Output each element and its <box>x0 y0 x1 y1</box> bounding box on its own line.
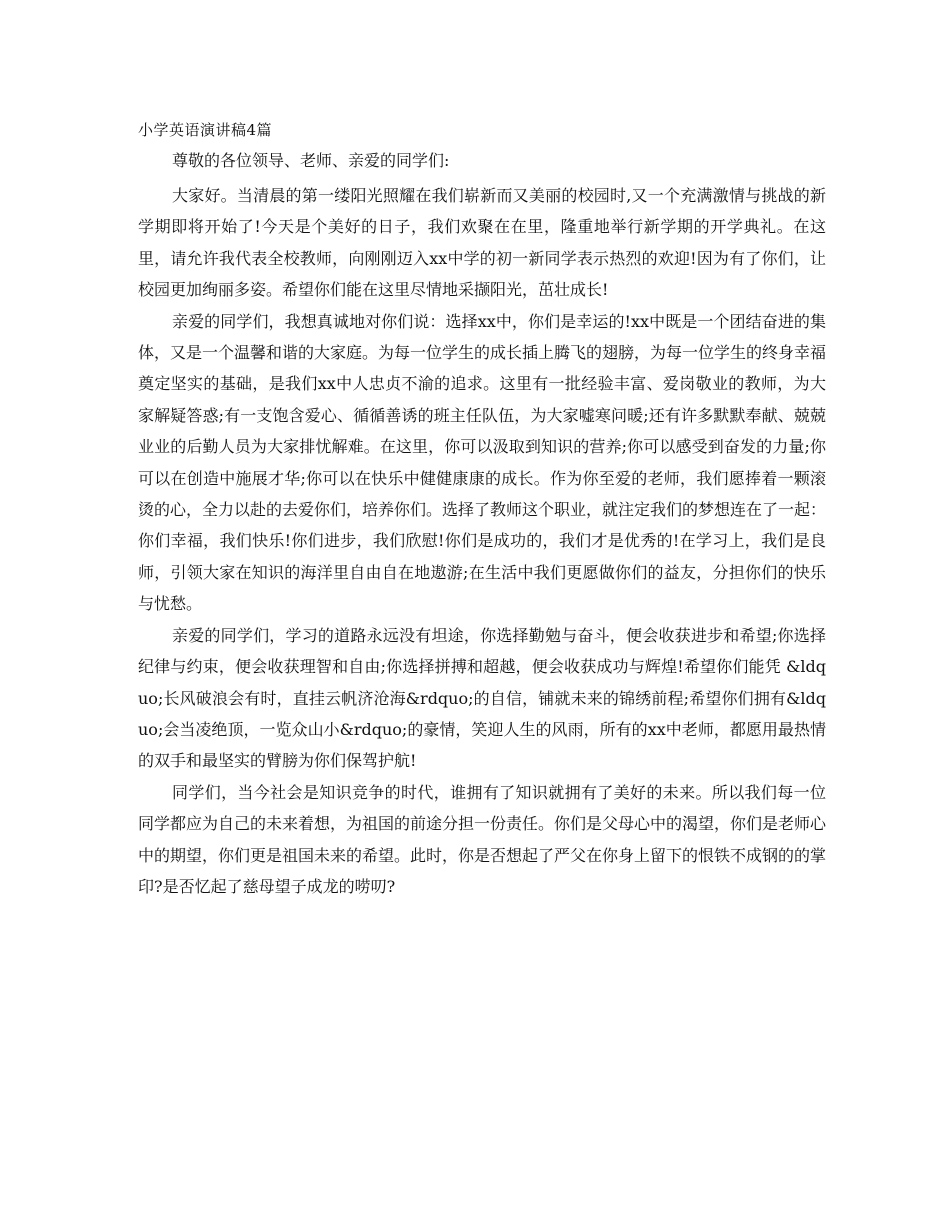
document-title: 小学英语演讲稿4篇 <box>138 121 273 139</box>
greeting-line: 尊敬的各位领导、老师、亲爱的同学们: <box>172 151 450 170</box>
paragraph-4: 同学们，当今社会是知识竞争的时代，谁拥有了知识就拥有了美好的未来。所以我们每一位同学都应为自己的未来着想，为祖国的前途分担一份责任。你们是父母心中的渴望，你们是老师心中的期望，你们更是祖国未来的希望。此时，你是否想起了严父在你身上留下的恨铁不成钢的的掌印?是否忆起了慈母望子成龙的唠叨? <box>138 782 827 896</box>
document-page <box>138 118 826 902</box>
paragraph-1: 大家好。当清晨的第一缕阳光照耀在我们崭新而又美丽的校园时,又一个充满激情与挑战的新学期即将开始了!今天是个美好的日子，我们欢聚在在里，隆重地举行新学期的开学典礼。在这里，请允许我代表全校教师，向刚刚迈入xx中学的初一新同学表示热烈的欢迎!因为有了你们，让校园更加绚丽多姿。希望你们能在这里尽情地采撷阳光，茁壮成长! <box>138 186 826 300</box>
paragraph-3: 亲爱的同学们，学习的道路永远没有坦途，你选择勤勉与奋斗，便会收获进步和希望;你选择纪律与约束，便会收获理智和自由;你选择拼搏和超越，便会收获成功与辉煌!希望你们能凭 &ldquo;长风破浪会有时，直挂云帆济沧海&rdquo;的自信，铺就未来的锦绣前程;希望你们拥有&ldquo;会当凌绝顶，一览众山小&rdquo;的豪情，笑迎人生的风雨，所有的xx中老师，都愿用最热情的双手和最坚实的臂膀为你们保驾护航! <box>138 625 826 771</box>
paragraph-2: 亲爱的同学们，我想真诚地对你们说：选择xx中，你们是幸运的!xx中既是一个团结奋进的集体，又是一个温馨和谐的大家庭。为每一位学生的成长插上腾飞的翅膀，为每一位学生的终身幸福奠定坚实的基础，是我们xx中人忠贞不渝的追求。这里有一批经验丰富、爱岗敬业的教师，为大家解疑答惑;有一支饱含爱心、循循善诱的班主任队伍，为大家嘘寒问暖;还有许多默默奉献、兢兢业业的后勤人员为大家排忧解难。在这里，你可以汲取到知识的营养;你可以感受到奋发的力量;你可以在创造中施展才华;你可以在快乐中健健康康的成长。作为你至爱的老师，我们愿捧着一颗滚烫的心，全力以赴的去爱你们，培养你们。选择了教师这个职业，就注定我们的梦想连在了一起：你们幸福，我们快乐!你们进步，我们欣慰!你们是成功的，我们才是优秀的!在学习上，我们是良师，引领大家在知识的海洋里自由自在地遨游;在生活中我们更愿做你们的益友，分担你们的快乐与忧愁。 <box>138 311 827 614</box>
